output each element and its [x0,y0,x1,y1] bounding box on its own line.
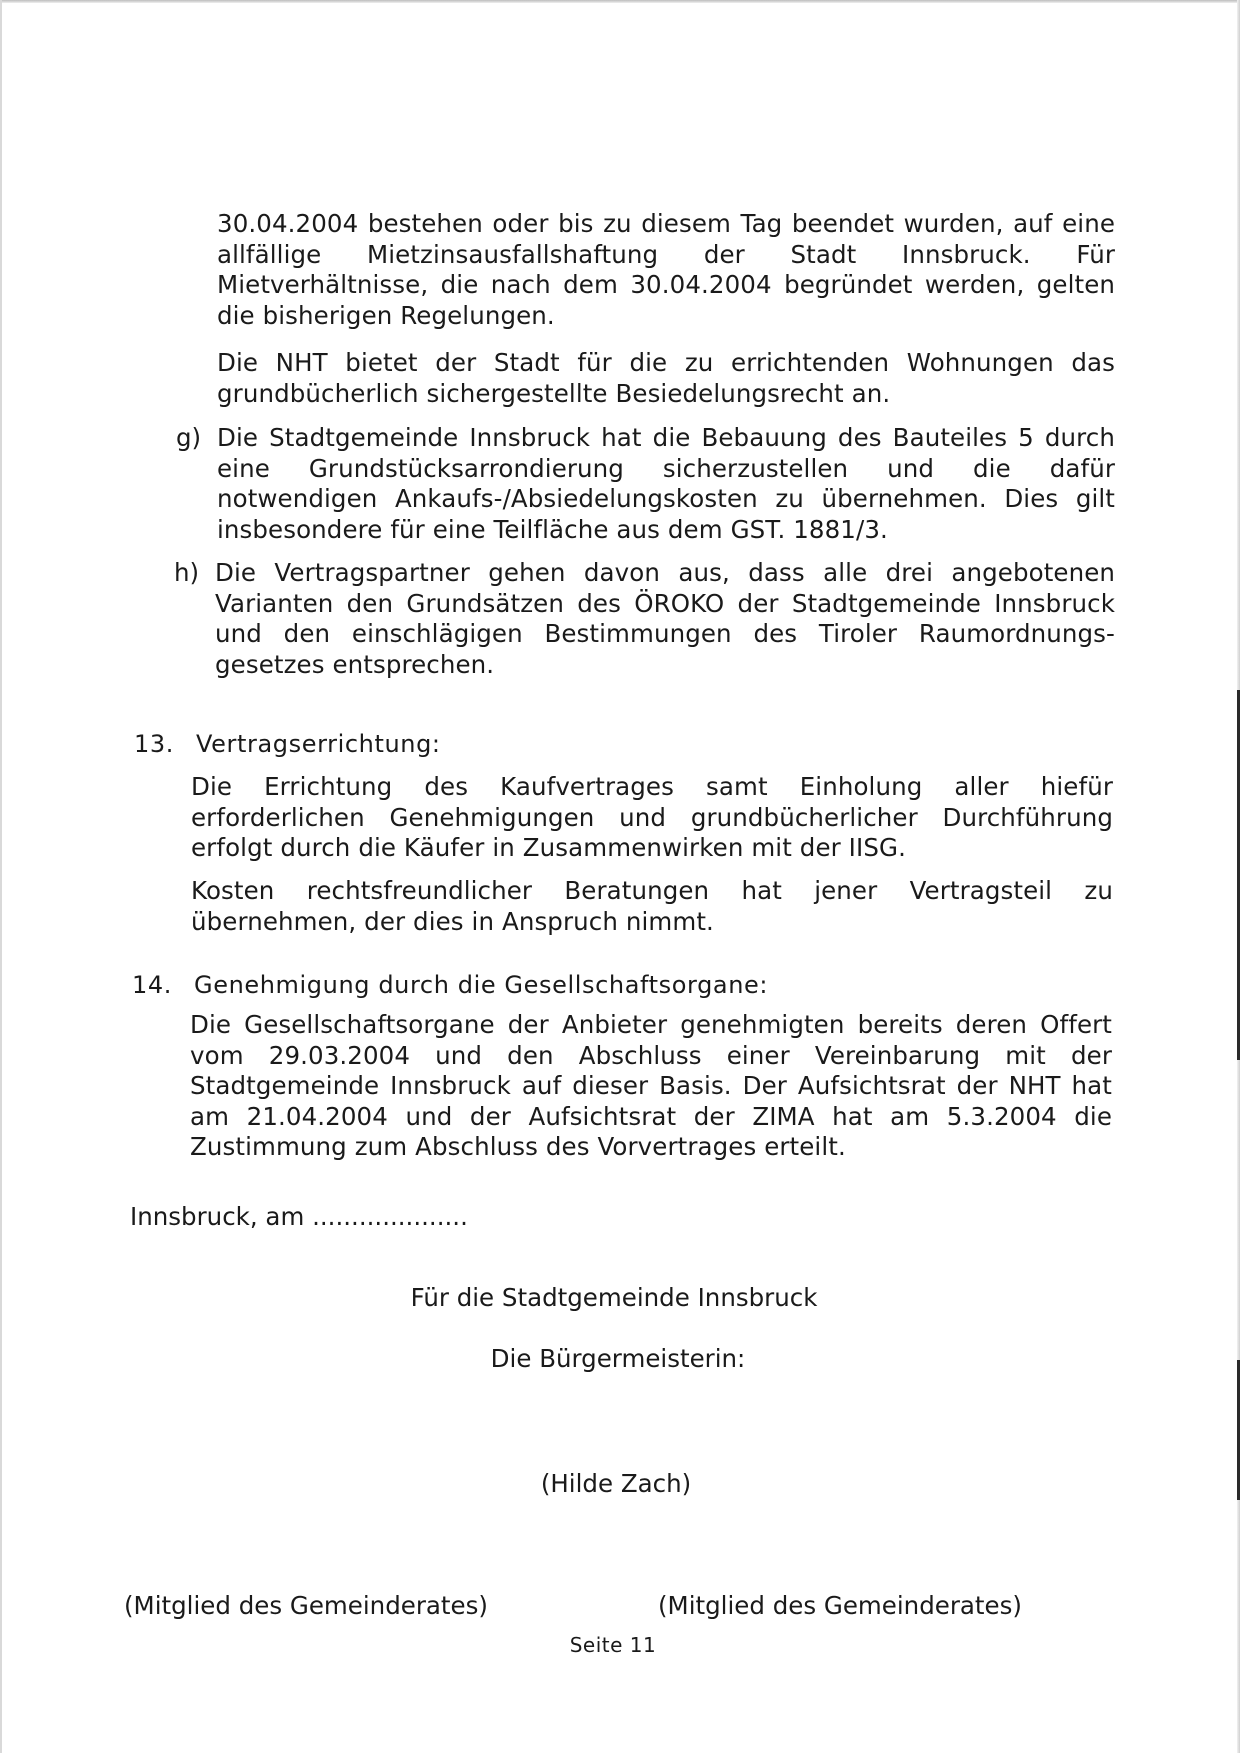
section-paragraph: Kosten rechtsfreundlicher Beratungen hat jener Vertragsteil zu übernehmen, der dies in Anspruch nimmt. [191,876,1113,936]
list-item-label: h) [174,558,200,587]
signature-member-right: (Mitglied des Gemeinderates) [658,1591,1022,1620]
continuation-paragraph: 30.04.2004 bestehen oder bis zu diesem Tag beendet wurden, auf eine allfällige Mietzinsausfallshaftung der Stadt Innsbruck. Für Mietverhältnisse, die nach dem 30.04.2004 begründet werden, gelten die bisherigen Regelungen. [217,209,1115,330]
scan-edge-top [0,0,1240,3]
place-date-line: Innsbruck, am .................... [130,1202,468,1231]
signature-member-left: (Mitglied des Gemeinderates) [124,1591,488,1620]
section-paragraph: Die Gesellschaftsorgane der Anbieter genehmigten bereits deren Offert vom 29.03.2004 und den Abschluss einer Vereinbarung mit der Stadtgemeinde Innsbruck auf dieser Basis. Der Aufsichtsrat der NHT hat am 21.04.2004 und der Aufsichtsrat der ZIMA hat am 5.3.2004 die Zustimmung zum Abschluss des Vorvertrages erteilt. [190,1010,1112,1161]
section-title: Genehmigung durch die Gesellschaftsorgane: [194,971,769,999]
section-title: Vertragserrichtung: [196,730,441,758]
section-number: 14. [132,971,172,999]
section-heading [132,970,768,1000]
list-item-text: Die Vertragspartner gehen davon aus, dass alle drei angebotenen Varianten den Grundsätzen des ÖROKO der Stadtgemeinde Innsbruck und den einschlägigen Bestimmungen des Tiroler Raumordnungs-gesetzes entsprechen. [215,558,1115,679]
section-heading [134,729,441,759]
section-number: 13. [134,730,174,758]
signature-name: (Hilde Zach) [540,1469,692,1498]
signature-role: Die Bürgermeisterin: [490,1344,746,1373]
signature-entity: Für die Stadtgemeinde Innsbruck [410,1283,818,1312]
continuation-paragraph: Die NHT bietet der Stadt für die zu errichtenden Wohnungen das grundbücherlich sichergestellte Besiedelungsrecht an. [217,348,1115,408]
list-item-text: Die Stadtgemeinde Innsbruck hat die Bebauung des Bauteiles 5 durch eine Grundstücksarrondierung sicherzustellen und die dafür notwendigen Ankaufs-/Absiedelungskosten zu übernehmen. Dies gilt insbesondere für eine Teilfläche aus dem GST. 1881/3. [217,423,1115,544]
section-paragraph: Die Errichtung des Kaufvertrages samt Einholung aller hiefür erforderlichen Genehmigungen und grundbücherlicher Durchführung erfolgt durch die Käufer in Zusammenwirken mit der IISG. [191,772,1113,862]
list-item-label: g) [176,423,202,452]
page-number: Seite 11 [569,1633,657,1657]
